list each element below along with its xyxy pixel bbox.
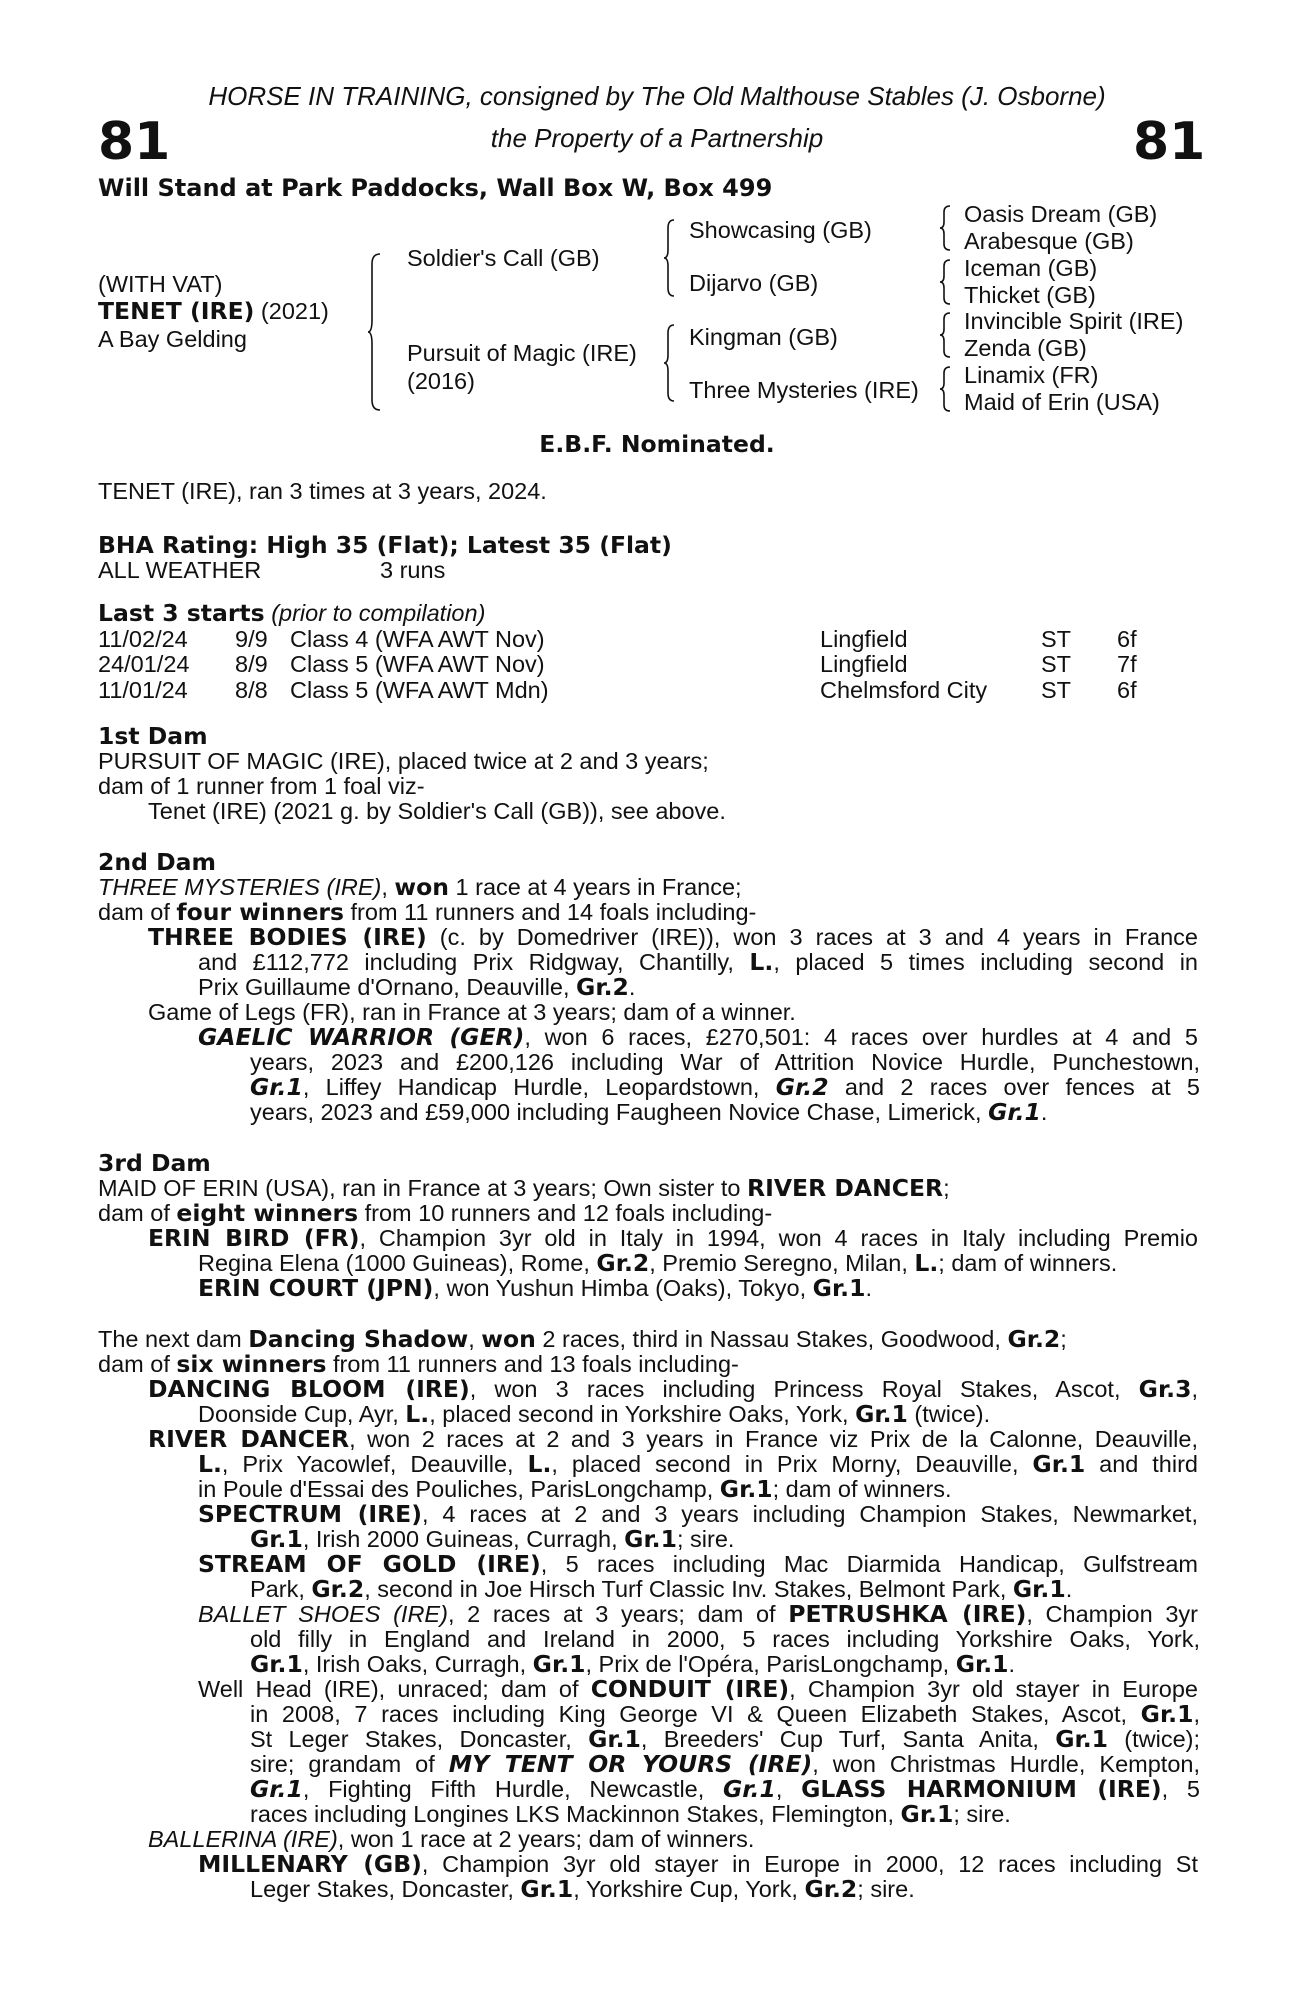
produce-line: [250, 1877, 915, 1903]
text: .: [1008, 1651, 1016, 1677]
text: ,: [1191, 1376, 1198, 1402]
text: .: [1065, 1576, 1073, 1602]
text: , Champion 3yr: [1026, 1601, 1198, 1627]
text: Gr.1: [955, 1650, 1009, 1678]
text: Dancing Shadow: [248, 1325, 469, 1353]
pedigree-gg5: Invincible Spirit (IRE): [964, 308, 1184, 334]
text: dam of: [98, 1351, 177, 1377]
dam1-line: PURSUIT OF MAGIC (IRE), placed twice at 2 and 3 years;: [98, 748, 709, 774]
surface-label: ALL WEATHER: [98, 557, 262, 583]
lot-number-right: 81: [1133, 112, 1206, 172]
horse-name: TENET (IRE): [98, 297, 255, 325]
text: Doonside Cup, Ayr,: [198, 1401, 406, 1427]
text: Gr.1: [855, 1400, 908, 1428]
text: Gr.2: [576, 973, 629, 1001]
text: , 5: [1161, 1776, 1200, 1802]
text: , won 1 race at 2 years; dam of winners.: [337, 1826, 755, 1852]
pedigree-dam-dam: Three Mysteries (IRE): [689, 377, 919, 403]
text: 2 races, third in Nassau Stakes, Goodwood,: [535, 1326, 1008, 1352]
produce-line: [148, 1226, 1198, 1252]
text: six winners: [176, 1350, 327, 1378]
starts-note: (prior to compilation): [271, 600, 486, 626]
produce-line: Game of Legs (FR), ran in France at 3 years; dam of a winner.: [148, 999, 796, 1025]
text: four winners: [176, 898, 344, 926]
text: from 11 runners and 14 foals including-: [344, 899, 757, 925]
text: Gr.2: [775, 1073, 829, 1101]
start-course: Lingfield: [820, 626, 908, 652]
text: dam of: [98, 899, 177, 925]
text: Leger Stakes, Doncaster,: [250, 1876, 521, 1902]
horse-name: BALLERINA (IRE): [148, 1826, 338, 1852]
produce-line: [250, 1727, 1200, 1753]
pedigree-gg2: Arabesque (GB): [964, 228, 1134, 254]
starts-title: Last 3 starts: [98, 599, 265, 627]
text: 1 race at 4 years in France;: [449, 874, 742, 900]
horse-name: STREAM OF GOLD (IRE): [198, 1550, 541, 1578]
produce-line: [198, 1502, 1198, 1528]
dam1-line: dam of 1 runner from 1 foal viz-: [98, 773, 425, 799]
surface-runs: 3 runs: [380, 557, 446, 583]
horse-name: RIVER DANCER: [148, 1425, 350, 1453]
horse-name: ERIN BIRD (FR): [148, 1224, 360, 1252]
vat-label: (WITH VAT): [98, 271, 223, 297]
horse-name: MY TENT OR YOURS (IRE): [448, 1750, 813, 1778]
produce-line: [198, 1677, 1198, 1703]
text: , second in Joe Hirsch Turf Classic Inv. Stakes, Belmont Park,: [364, 1576, 1013, 1602]
text: , won 2 races at 2 and 3 years in France viz Prix de la Calonne, Deauville,: [349, 1426, 1198, 1452]
pedigree-dam: Pursuit of Magic (IRE): [407, 340, 637, 366]
text: ; sire.: [953, 1801, 1011, 1827]
produce-line: [250, 1527, 734, 1553]
produce-line: [148, 1427, 1198, 1453]
text: L.: [198, 1450, 222, 1478]
text: ;: [943, 1175, 950, 1201]
produce-line: [198, 1552, 1198, 1578]
text: , Fighting Fifth Hurdle, Newcastle,: [302, 1776, 723, 1802]
text: and third: [1085, 1451, 1198, 1477]
text: ; sire.: [857, 1876, 915, 1902]
pedigree-brace-g3: [940, 311, 952, 359]
text: Gr.1: [723, 1775, 776, 1803]
produce-line: [198, 975, 635, 1001]
horse-year: (2021): [260, 298, 329, 324]
text: , Prix de l'Opéra, ParisLongchamp,: [585, 1651, 956, 1677]
consignor-line: HORSE IN TRAINING, consigned by The Old Malthouse Stables (J. Osborne): [208, 81, 1106, 111]
produce-line: [198, 1025, 1198, 1051]
surface-row: [98, 557, 446, 584]
pedigree-dam-sire: Kingman (GB): [689, 324, 838, 350]
text: , won 6 races, £270,501: 4 races over hurdles at 4 and 5: [524, 1024, 1198, 1050]
horse-name: GAELIC WARRIOR (GER): [198, 1023, 525, 1051]
text: RIVER DANCER: [747, 1174, 944, 1202]
text: (twice);: [1108, 1726, 1201, 1752]
produce-line: [198, 1251, 1117, 1277]
text: , Champion 3yr old in Italy in 1994, won 4 races in Italy including Premio: [359, 1225, 1199, 1251]
text: ; dam of winners.: [772, 1476, 952, 1502]
text: Gr.1: [900, 1800, 954, 1828]
next-dam-line: [98, 1327, 1067, 1353]
produce-line: [148, 1377, 1198, 1403]
text: years, 2023 and £200,126 including War of Attrition Novice Hurdle, Punchestown,: [250, 1049, 1200, 1075]
text: , won 3 races including Princess Royal Stakes, Ascot,: [469, 1376, 1139, 1402]
start-race: Class 5 (WFA AWT Mdn): [290, 677, 549, 703]
start-course: Lingfield: [820, 651, 908, 677]
start-date: 11/02/24: [98, 626, 188, 652]
produce-line: [250, 1075, 1200, 1101]
text: , Champion 3yr old stayer in Europe: [789, 1676, 1198, 1702]
start-race: Class 4 (WFA AWT Nov): [290, 626, 545, 652]
produce-line: [250, 1702, 1200, 1728]
dam2-line: [98, 875, 742, 901]
text: old filly in England and Ireland in 2000, 5 races including Yorkshire Oaks, York,: [250, 1626, 1200, 1652]
text: Gr.1: [1140, 1700, 1194, 1728]
text: , won Christmas Hurdle, Kempton,: [812, 1751, 1200, 1777]
text: Well Head (IRE), unraced; dam of: [198, 1676, 591, 1702]
start-going: ST: [1041, 626, 1072, 652]
text: , Irish 2000 Guineas, Curragh,: [302, 1526, 625, 1552]
text: Gr.1: [250, 1073, 303, 1101]
text: sire; grandam of: [250, 1751, 449, 1777]
pedigree-dam-year: (2016): [407, 368, 475, 394]
text: ; dam of winners.: [938, 1250, 1118, 1276]
race-summary: TENET (IRE), ran 3 times at 3 years, 2024.: [98, 478, 547, 504]
text: , Irish Oaks, Curragh,: [302, 1651, 533, 1677]
pedigree-brace-g1: [940, 204, 952, 252]
dam2-line: [98, 900, 756, 926]
text: , Champion 3yr old stayer in Europe in 2000, 12 races including St: [421, 1851, 1198, 1877]
produce-line: [198, 1402, 990, 1428]
text: , Liffey Handicap Hurdle, Leopardstown,: [302, 1074, 776, 1100]
horse-description: A Bay Gelding: [98, 326, 247, 352]
text: Gr.1: [250, 1525, 303, 1553]
start-distance: 6f: [1117, 677, 1137, 703]
text: .: [865, 1275, 872, 1301]
text: (twice).: [907, 1401, 991, 1427]
text: , Prix Yacowlef, Deauville,: [221, 1451, 528, 1477]
produce-line: [198, 950, 1198, 976]
produce-line: [148, 925, 1198, 951]
produce-line: [250, 1752, 1200, 1778]
text: Gr.2: [804, 1875, 858, 1903]
dam2-name: THREE MYSTERIES (IRE): [98, 874, 382, 900]
horse-name: BALLET SHOES (IRE): [198, 1601, 448, 1627]
stand-location: Will Stand at Park Paddocks, Wall Box W, Box 499: [98, 174, 773, 202]
pedigree-brace-dam: [664, 323, 676, 403]
start-course: Chelmsford City: [820, 677, 988, 703]
pedigree-gg4: Thicket (GB): [964, 282, 1096, 308]
horse-name: CONDUIT (IRE): [590, 1675, 790, 1703]
property-line: the Property of a Partnership: [490, 123, 824, 153]
text: and 2 races over fences at 5: [828, 1074, 1200, 1100]
text: ;: [1060, 1326, 1067, 1352]
horse-title: [98, 299, 329, 325]
text: , placed 5 times including second in: [773, 949, 1199, 975]
text: from 10 runners and 12 foals including-: [358, 1200, 773, 1226]
text: ,: [1193, 1701, 1200, 1727]
dam2-heading: 2nd Dam: [98, 848, 216, 876]
text: , placed second in Prix Morny, Deauville,: [551, 1451, 1033, 1477]
text: Regina Elena (1000 Guineas), Rome,: [198, 1250, 597, 1276]
produce-line: [250, 1577, 1072, 1603]
text: Gr.1: [1055, 1725, 1109, 1753]
text: Gr.1: [812, 1274, 866, 1302]
text: , Yorkshire Cup, York,: [573, 1876, 805, 1902]
start-distance: 7f: [1117, 651, 1137, 677]
dam3-line: [98, 1176, 950, 1202]
pedigree-gg3: Iceman (GB): [964, 255, 1098, 281]
text: , Breeders' Cup Turf, Santa Anita,: [640, 1726, 1056, 1752]
text: MAID OF ERIN (USA), ran in France at 3 years; Own sister to: [98, 1175, 748, 1201]
text: Gr.2: [596, 1249, 650, 1277]
pedigree-gg8: Maid of Erin (USA): [964, 389, 1160, 415]
start-date: 11/01/24: [98, 677, 188, 703]
text: L.: [527, 1450, 552, 1478]
start-date: 24/01/24: [98, 651, 190, 677]
start-position: 8/9: [235, 651, 268, 677]
start-race: Class 5 (WFA AWT Nov): [290, 651, 545, 677]
text: St Leger Stakes, Doncaster,: [250, 1726, 589, 1752]
horse-name: ERIN COURT (JPN): [198, 1274, 434, 1302]
produce-line: [250, 1777, 1200, 1803]
pedigree-sire-sire: Showcasing (GB): [689, 217, 872, 243]
text: .: [628, 974, 636, 1000]
pedigree-gg7: Linamix (FR): [964, 362, 1099, 388]
pedigree-brace-sire: [664, 218, 676, 298]
text: Park,: [250, 1576, 312, 1602]
text: ,: [381, 874, 395, 900]
dam1-heading: 1st Dam: [98, 722, 208, 750]
produce-line: [250, 1802, 1011, 1828]
start-position: 8/8: [235, 677, 268, 703]
produce-line: [250, 1100, 1047, 1126]
text: ,: [775, 1776, 802, 1802]
horse-name: THREE BODIES (IRE): [148, 923, 427, 951]
text: years, 2023 and £59,000 including Faugheen Novice Chase, Limerick,: [250, 1099, 989, 1125]
next-dam-line: [98, 1352, 739, 1378]
produce-line: [250, 1652, 1015, 1678]
text: Gr.1: [719, 1475, 773, 1503]
produce-line: [250, 1050, 1200, 1076]
pedigree-brace-g4: [940, 365, 952, 413]
text: , placed second in Yorkshire Oaks, York,: [429, 1401, 856, 1427]
text: Gr.1: [588, 1725, 641, 1753]
start-position: 9/9: [235, 626, 268, 652]
pedigree-sire: Soldier's Call (GB): [407, 245, 600, 271]
start-distance: 6f: [1117, 626, 1137, 652]
text: ; sire.: [676, 1526, 735, 1552]
pedigree-brace-main: [368, 252, 382, 412]
text: Gr.1: [624, 1525, 677, 1553]
pedigree-gg1: Oasis Dream (GB): [964, 201, 1158, 227]
text: , 2 races at 3 years; dam of: [447, 1601, 789, 1627]
text: Gr.1: [250, 1775, 303, 1803]
pedigree-brace-g2: [940, 258, 952, 306]
text: , Premio Seregno, Milan,: [649, 1250, 915, 1276]
produce-line: [198, 1477, 952, 1503]
text: L.: [405, 1400, 430, 1428]
text: won: [481, 1325, 536, 1353]
produce-line: [250, 1627, 1200, 1653]
text: eight winners: [176, 1199, 359, 1227]
text: Gr.1: [250, 1650, 303, 1678]
text: Gr.2: [1007, 1325, 1061, 1353]
pedigree-sire-dam: Dijarvo (GB): [689, 270, 819, 296]
text: and £112,772 including Prix Ridgway, Chantilly,: [198, 949, 750, 975]
horse-name: DANCING BLOOM (IRE): [148, 1375, 470, 1403]
lot-number-left: 81: [98, 112, 171, 172]
text: Gr.1: [532, 1650, 586, 1678]
produce-line: [198, 1852, 1198, 1878]
dam3-heading: 3rd Dam: [98, 1149, 211, 1177]
text: , 5 races including Mac Diarmida Handicap, Gulfstream: [540, 1551, 1199, 1577]
text: The next dam: [98, 1326, 249, 1352]
text: L.: [749, 948, 774, 976]
text: in 2008, 7 races including King George VI & Queen Elizabeth Stakes, Ascot,: [250, 1701, 1141, 1727]
produce-line: [198, 1276, 872, 1302]
text: Gr.1: [1032, 1450, 1086, 1478]
text: Gr.1: [520, 1875, 574, 1903]
text: dam of: [98, 1200, 177, 1226]
bha-rating: BHA Rating: High 35 (Flat); Latest 35 (Flat): [98, 531, 672, 559]
text: Gr.1: [1012, 1575, 1066, 1603]
text: races including Longines LKS Mackinnon Stakes, Flemington,: [250, 1801, 901, 1827]
start-going: ST: [1041, 677, 1072, 703]
text: ,: [468, 1326, 482, 1352]
text: (c. by Domedriver (IRE)), won 3 races at 3 and 4 years in France: [426, 924, 1198, 950]
dam1-foal: Tenet (IRE) (2021 g. by Soldier's Call (GB)), see above.: [148, 798, 726, 824]
horse-name: MILLENARY (GB): [198, 1850, 422, 1878]
horse-name: SPECTRUM (IRE): [198, 1500, 422, 1528]
text: Gr.3: [1138, 1375, 1192, 1403]
horse-name: GLASS HARMONIUM (IRE): [801, 1775, 1162, 1803]
produce-line: [198, 1602, 1198, 1628]
pedigree-gg6: Zenda (GB): [964, 335, 1087, 361]
dam3-line: [98, 1201, 772, 1227]
text: L.: [914, 1249, 939, 1277]
text: Gr.2: [311, 1575, 365, 1603]
text: Prix Guillaume d'Ornano, Deauville,: [198, 974, 577, 1000]
text: , 4 races at 2 and 3 years including Champion Stakes, Newmarket,: [421, 1501, 1198, 1527]
text: PETRUSHKA (IRE): [788, 1600, 1027, 1628]
produce-line: [148, 1827, 754, 1853]
start-going: ST: [1041, 651, 1072, 677]
text: in Poule d'Essai des Pouliches, ParisLongchamp,: [198, 1476, 720, 1502]
text: won: [394, 873, 449, 901]
text: .: [1040, 1099, 1048, 1125]
starts-heading: [98, 601, 485, 627]
text: from 11 runners and 13 foals including-: [326, 1351, 739, 1377]
text: , won Yushun Himba (Oaks), Tokyo,: [433, 1275, 813, 1301]
text: Gr.1: [988, 1098, 1041, 1126]
ebf-status: E.B.F. Nominated.: [539, 430, 775, 458]
produce-line: [198, 1452, 1198, 1478]
